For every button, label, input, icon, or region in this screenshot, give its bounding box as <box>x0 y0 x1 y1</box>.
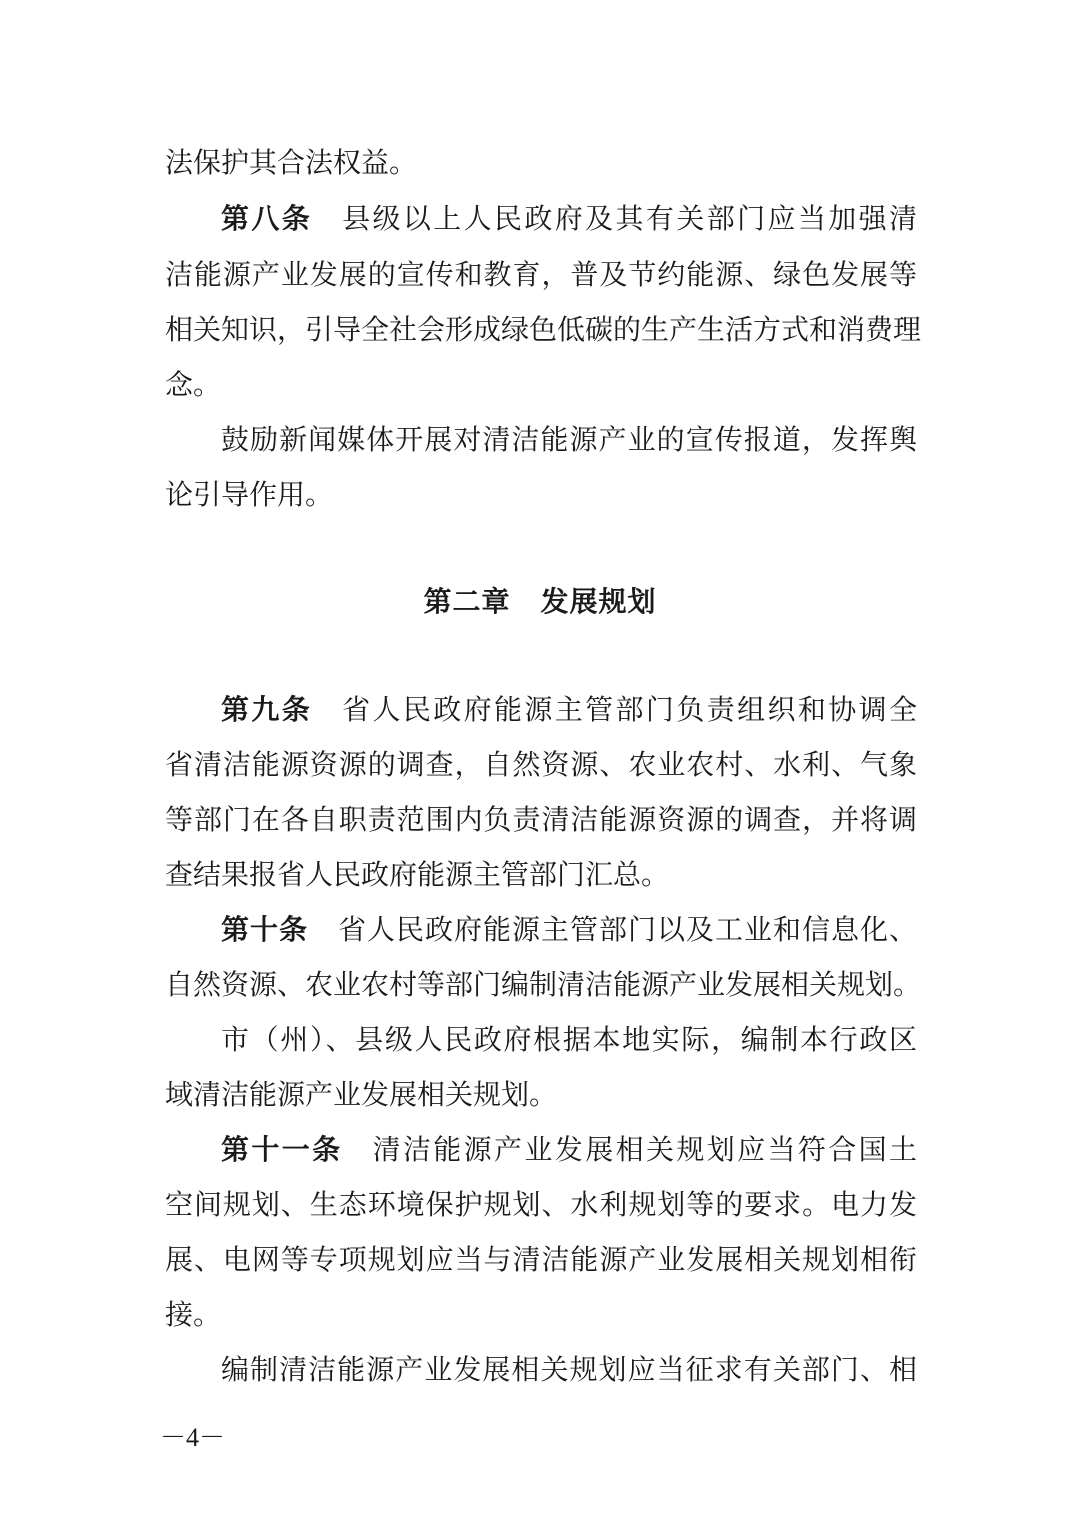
text-line: 鼓励新闻媒体开展对清洁能源产业的宣传报道，发挥舆 <box>221 423 917 456</box>
chapter-heading <box>0 582 1080 622</box>
article-11-line <box>221 1130 917 1170</box>
text-line: 空间规划、生态环境保护规划、水利规划等的要求。电力发 <box>165 1188 917 1221</box>
text-line: 展、电网等专项规划应当与清洁能源产业发展相关规划相衔 <box>165 1243 917 1276</box>
text-segment: 省人民政府能源主管部门以及工业和信息化、 <box>338 913 917 946</box>
text-line: 编制清洁能源产业发展相关规划应当征求有关部门、相 <box>221 1353 917 1386</box>
article-10-line <box>221 910 917 950</box>
text-line: 论引导作用。 <box>165 478 334 511</box>
text-line: 等部门在各自职责范围内负责清洁能源资源的调查，并将调 <box>165 803 917 836</box>
text-line: 域清洁能源产业发展相关规划。 <box>165 1078 558 1111</box>
article-9-line <box>221 690 917 730</box>
text-line: 相关知识，引导全社会形成绿色低碳的生产生活方式和消费理 <box>165 313 922 346</box>
text-line: 市（州）、县级人民政府根据本地实际，编制本行政区 <box>221 1023 917 1056</box>
article-8-line <box>221 199 917 239</box>
text-line: 查结果报省人民政府能源主管部门汇总。 <box>165 858 670 891</box>
article-heading: 第十一条 <box>221 1133 343 1166</box>
text-line: 法保护其合法权益。 <box>165 146 418 179</box>
article-heading: 第九条 <box>221 693 313 726</box>
text-line: 洁能源产业发展的宣传和教育，普及节约能源、绿色发展等 <box>165 258 917 291</box>
chapter-number: 第二章 <box>423 585 511 618</box>
text-line: 接。 <box>165 1298 222 1331</box>
text-line: 自然资源、农业农村等部门编制清洁能源产业发展相关规划。 <box>165 968 922 1001</box>
chapter-title: 发展规划 <box>540 585 657 618</box>
text-line: 省清洁能源资源的调查，自然资源、农业农村、水利、气象 <box>165 748 917 781</box>
article-heading: 第八条 <box>221 202 313 235</box>
text-segment: 清洁能源产业发展相关规划应当符合国土 <box>372 1133 917 1166</box>
article-heading: 第十条 <box>221 913 308 946</box>
page-number: －4－ <box>160 1423 226 1452</box>
text-line: 念。 <box>165 368 222 401</box>
text-segment: 县级以上人民政府及其有关部门应当加强清 <box>342 202 917 235</box>
text-segment: 省人民政府能源主管部门负责组织和协调全 <box>342 693 917 726</box>
